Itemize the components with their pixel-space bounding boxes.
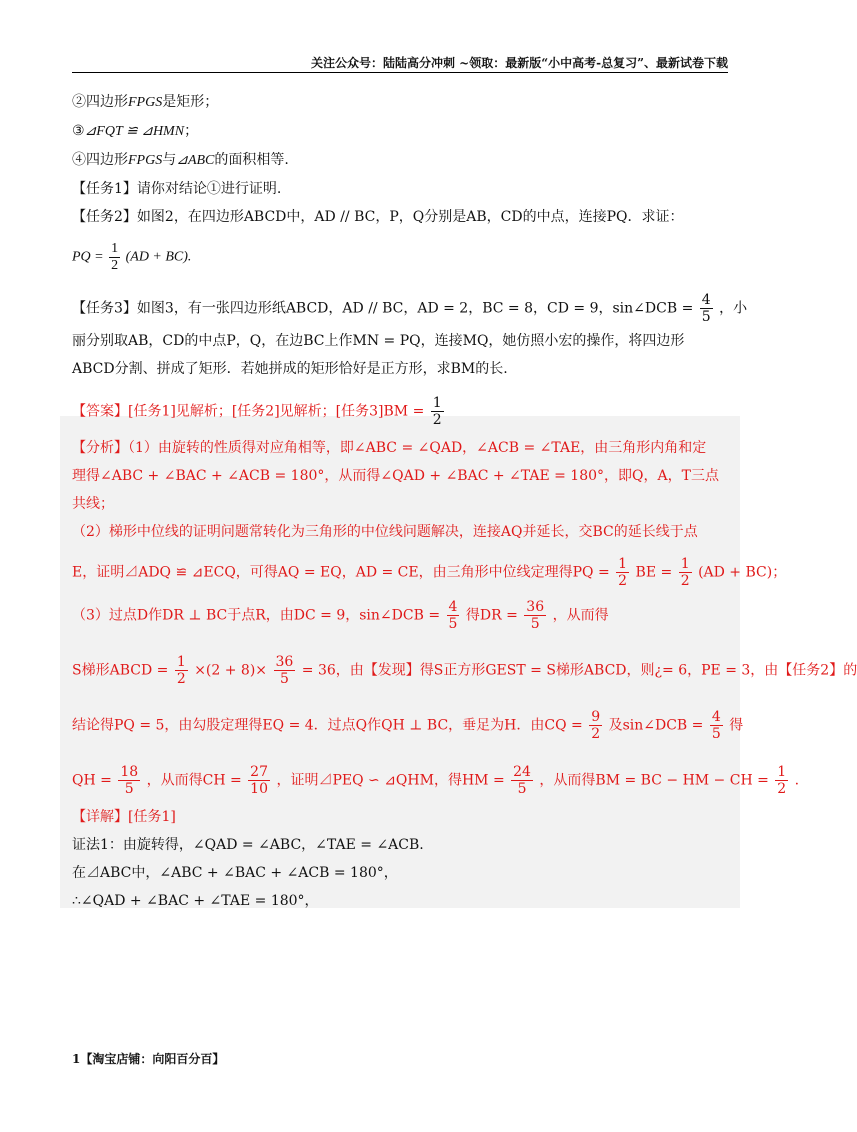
task-3-line-3: ABCD分割、拼成了矩形．若她拼成的矩形恰好是正方形，求BM的长. bbox=[72, 361, 508, 377]
detail-line-1: 证法1：由旋转得，∠QAD = ∠ABC，∠TAE = ∠ACB. bbox=[72, 837, 424, 853]
task-2-formula: PQ = $\frac{1}{2}$ (AD + BC). bbox=[72, 241, 192, 273]
detail-line-3: ∴∠QAD + ∠BAC + ∠TAE = 180°， bbox=[72, 893, 319, 909]
analysis-line-8: 结论得PQ = 5，由勾股定理得EQ = 4．过点Q作QH ⊥ BC，垂足为H．由CQ = $\frac{9}{2}$ 及sin∠DCB = $\frac{4}{5}$ 得 bbox=[72, 709, 744, 742]
detail-label: 【详解】[任务1] bbox=[72, 809, 176, 825]
analysis-line-6: （3）过点D作DR ⊥ BC于点R，由DC = 9，sin∠DCB = $\frac{4}{5}$ 得DR = $\frac{36}{5}$ ，从而得 bbox=[72, 599, 609, 632]
statement-4: ④四边形FPGS与⊿ABC的面积相等. bbox=[72, 152, 289, 168]
task-3-line-2: 丽分别取AB，CD的中点P，Q，在边BC上作MN = PQ，连接MQ，她仿照小宏的操作，将四边形 bbox=[72, 333, 685, 349]
analysis-line-7: S梯形ABCD = $\frac{1}{2}$ ×(2 + 8)× $\frac{36}{5}$ = 36，由【发现】得S正方形GEST = S梯形ABCD，则¿= 6，PE = 3，由【任务2】的 bbox=[72, 654, 857, 687]
analysis-line-4: （2）梯形中位线的证明问题常转化为三角形的中位线问题解决，连接AQ并延长，交BC的延长线于点 bbox=[72, 524, 698, 540]
fraction-four-fifths: $\frac{4}{5}$ bbox=[701, 292, 711, 325]
analysis-line-2: 理得∠ABC + ∠BAC + ∠ACB = 180°，从而得∠QAD + ∠BAC + ∠TAE = 180°，即Q，A，T三点 bbox=[72, 468, 719, 484]
page-header: 关注公众号：陆陆高分冲刺 ~领取：最新版“小中高考-总复习”、最新试卷下载 bbox=[310, 56, 728, 70]
document-body bbox=[72, 92, 857, 919]
analysis-line-1: 【分析】（1）由旋转的性质得对应角相等，即∠ABC = ∠QAD，∠ACB = ∠TAE，由三角形内角和定 bbox=[72, 440, 707, 456]
page-footer: 1【淘宝店铺：向阳百分百】 bbox=[72, 1052, 225, 1066]
analysis-line-5: E，证明⊿ADQ ≌ ⊿ECQ，可得AQ = EQ，AD = CE，由三角形中位线定理得PQ = $\frac{1}{2}$ BE = $\frac{1}{2}$ (AD + BC)； bbox=[72, 556, 787, 589]
analysis-line-3: 共线； bbox=[72, 496, 114, 512]
answer-line: 【答案】[任务1]见解析；[任务2]见解析；[任务3]BM = $\frac{1}{2}$ bbox=[72, 395, 442, 428]
fraction-one-half: $\frac{1}{2}$ bbox=[111, 241, 119, 273]
statement-2: ②四边形FPGS是矩形； bbox=[72, 94, 219, 110]
analysis-line-9: QH = $\frac{18}{5}$ ，从而得CH = $\frac{27}{10}$ ，证明⊿PEQ ∽ ⊿QHM，得HM = $\frac{24}{5}$ ，从而得BM = BC − HM − CH = $\frac{1}{2}$ . bbox=[72, 764, 800, 797]
task-3-line-1: 【任务3】如图3，有一张四边形纸ABCD，AD // BC，AD = 2，BC = 8，CD = 9，sin∠DCB = $\frac{4}{5}$ ，小 bbox=[72, 292, 748, 325]
header-rule bbox=[72, 72, 728, 73]
detail-line-2: 在⊿ABC中，∠ABC + ∠BAC + ∠ACB = 180°， bbox=[72, 865, 398, 881]
task-2-line-1: 【任务2】如图2，在四边形ABCD中，AD // BC，P，Q分别是AB，CD的中点，连接PQ．求证： bbox=[72, 209, 684, 225]
fraction-answer: $\frac{1}{2}$ bbox=[432, 395, 442, 428]
statement-3: ③⊿FQT ≌ ⊿HMN； bbox=[72, 123, 199, 139]
task-1: 【任务1】请你对结论①进行证明. bbox=[72, 181, 282, 197]
